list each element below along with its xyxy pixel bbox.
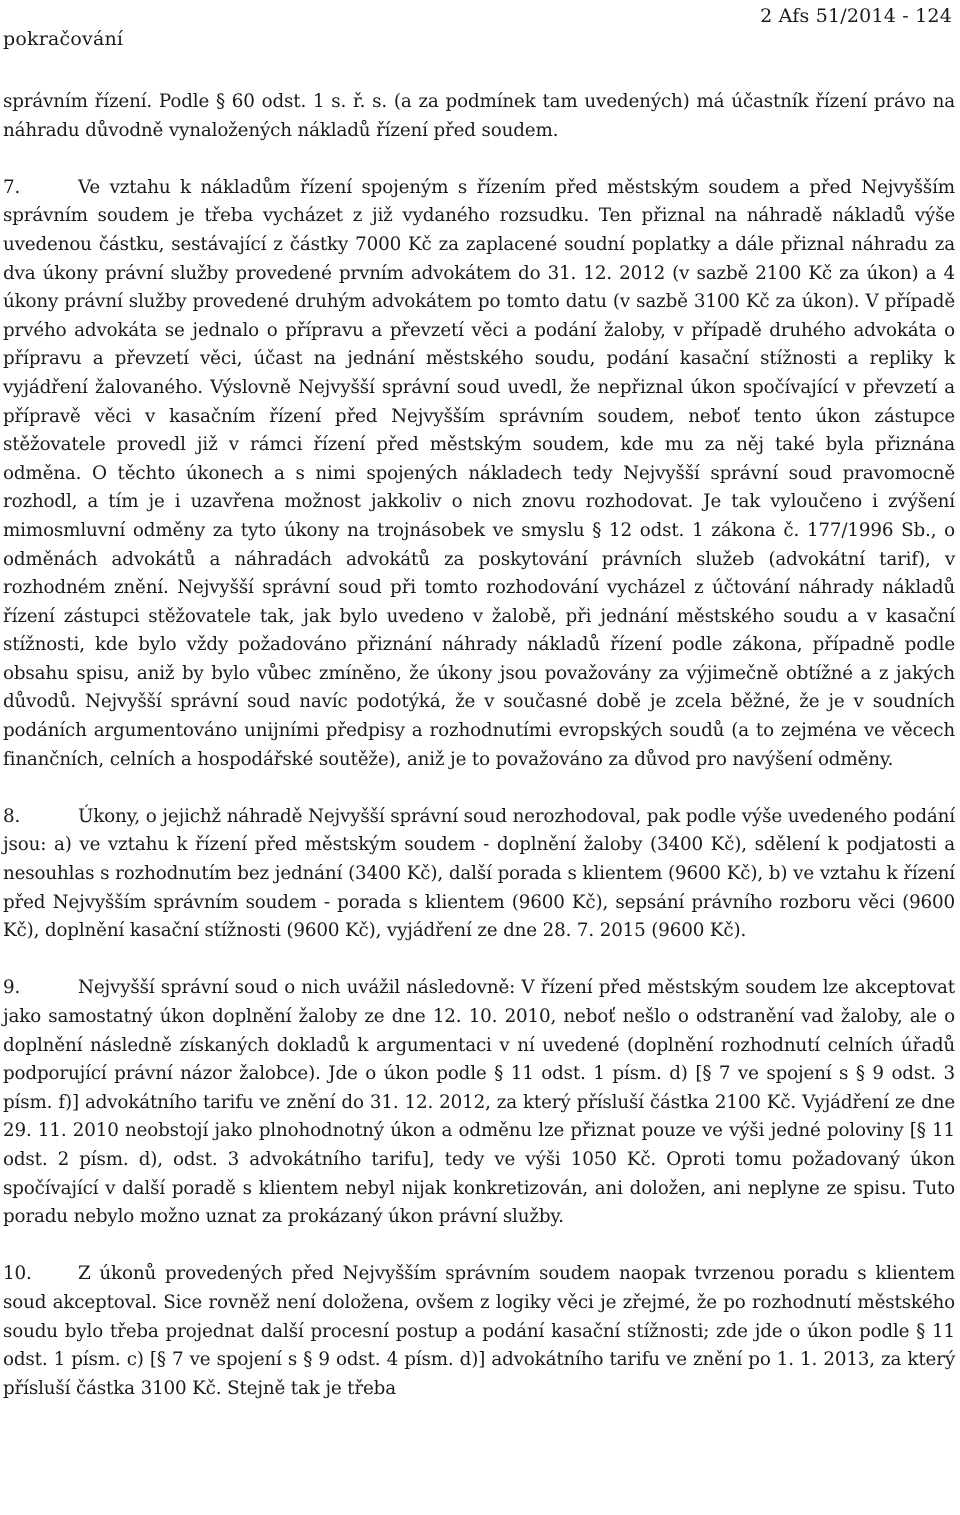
paragraph-text: Z úkonů provedených před Nejvyšším správním soudem naopak tvrzenou poradu s klientem soud akceptoval. Sice rovněž není doložena, ovšem z logiky věci je zřejmé, že po rozhodnutí městského soudu bylo třeba projednat další procesní postup a podání kasační stížnosti; zde jde o úkon podle § 11 odst. 1 písm. c) [§ 7 ve spojení s § 9 odst. 4 písm. d)] advokátního tarifu ve znění po 1. 1. 2013, za který přísluší částka 3100 Kč. Stejně tak je třeba (3, 1263, 955, 1399)
header-continuation: pokračování (3, 28, 124, 50)
paragraph-text: Ve vztahu k nákladům řízení spojeným s řízením před městským soudem a před Nejvyšším správním soudem je třeba vycházet z již vydaného rozsudku. Ten přiznal na náhradě nákladů výše uvedenou částku, sestávající z částky 7000 Kč za zaplacené soudní poplatky a dále přiznal náhradu za dva úkony právní služby provedené prvním advokátem do 31. 12. 2012 (v sazbě 2100 Kč za úkon) a 4 úkony právní služby provedené druhým advokátem po tomto datu (v sazbě 3100 Kč za úkon). V případě prvého advokáta se jednalo o přípravu a převzetí věci a podání žaloby, v případě druhého advokáta o přípravu a převzetí věci, účast na jednání městského soudu, podání kasační stížnosti a repliky k vyjádření žalovaného. Výslovně Nejvyšší správní soud uvedl, že nepřiznal úkon spočívající v převzetí a přípravě věci v kasačním řízení před Nejvyšším správním soudem, neboť tento úkon zástupce stěžovatele provedl již v rámci řízení před městským soudem, kde mu za něj také byla přiznána odměna. O těchto úkonech a s nimi spojených nákladech tedy Nejvyšší správní soud pravomocně rozhodl, a tím je i uzavřena možnost jakkoliv o nich znovu rozhodovat. Je tak vyloučeno i zvýšení mimosmluvní odměny za tyto úkony na trojnásobek ve smyslu § 12 odst. 1 zákona č. 177/1996 Sb., o odměnách advokátů a náhradách advokátů za poskytování právních služeb (advokátní tarif), v rozhodném znění. Nejvyšší správní soud při tomto rozhodování vycházel z účtování náhrady nákladů řízení zástupci stěžovatele tak, jak bylo uvedeno v žalobě, při jednání městského soudu a v kasační stížnosti, kde bylo vždy požadováno přiznání náhrady nákladů řízení podle zákona, případně podle obsahu spisu, aniž by bylo vůbec zmíněno, že úkony jsou považovány za výjimečně obtížné a z jakých důvodů. Nejvyšší správní soud navíc podotýká, že v současné době je zcela běžné, že je v soudních podáních argumentováno unijními předpisy a rozhodnutími evropských soudů (a to zejména ve věcech finančních, celních a hospodářské soutěže), aniž je to považováno za důvod pro navýšení odměny. (3, 176, 955, 770)
case-number: 2 Afs 51/2014 - 124 (760, 5, 952, 27)
paragraph-number: 8. (3, 805, 21, 827)
document-body (3, 88, 955, 1403)
paragraph-10 (3, 1260, 955, 1403)
paragraph-text: Úkony, o jejichž náhradě Nejvyšší správní soud nerozhodoval, pak podle výše uvedeného podání jsou: a) ve vztahu k řízení před městským soudem - doplnění žaloby (3400 Kč), sdělení k podjatosti a nesouhlas s rozhodnutím bez jednání (3400 Kč), další porada s klientem (9600 Kč), b) ve vztahu k řízení před Nejvyšším správním soudem - porada s klientem (9600 Kč), sepsání právního rozboru věci (9600 Kč), doplnění kasační stížnosti (9600 Kč), vyjádření ze dne 28. 7. 2015 (9600 Kč). (3, 805, 955, 942)
paragraph-gap (3, 774, 955, 803)
paragraph-7 (3, 174, 955, 774)
paragraph-number: 9. (3, 977, 21, 999)
paragraph-gap (3, 145, 955, 174)
paragraph-continued (3, 88, 955, 145)
paragraph-gap (3, 946, 955, 975)
paragraph-text: Nejvyšší správní soud o nich uvážil následovně: V řízení před městským soudem lze akceptovat jako samostatný úkon doplnění žaloby ze dne 12. 10. 2010, neboť nešlo o odstranění vad žaloby, ale o doplnění následně získaných dokladů k argumentaci v ní uvedené (doplnění rozhodnutí celních úřadů podporující právní názor žalobce). Jde o úkon podle § 11 odst. 1 písm. d) [§ 7 ve spojení s § 9 odst. 3 písm. f)] advokátního tarifu ve znění do 31. 12. 2012, za který přísluší částka 2100 Kč. Vyjádření ze dne 29. 11. 2010 neobstojí jako plnohodnotný úkon a odměnu lze přiznat pouze ve výši jedné poloviny [§ 11 odst. 2 písm. d), odst. 3 advokátního tarifu], tedy ve výši 1050 Kč. Oproti tomu požadovaný úkon spočívající v další poradě s klientem nebyl nijak konkretizován, ani doložen, ani neplyne ze spisu. Tuto poradu nebylo možno uznat za prokázaný úkon právní služby. (3, 977, 955, 1228)
paragraph-text: správním řízení. Podle § 60 odst. 1 s. ř. s. (a za podmínek tam uvedených) má účastník řízení právo na náhradu důvodně vynaložených nákladů řízení před soudem. (3, 91, 955, 141)
paragraph-9 (3, 974, 955, 1231)
paragraph-number: 7. (3, 176, 21, 198)
paragraph-number: 10. (3, 1263, 32, 1285)
paragraph-8 (3, 803, 955, 946)
paragraph-gap (3, 1232, 955, 1261)
